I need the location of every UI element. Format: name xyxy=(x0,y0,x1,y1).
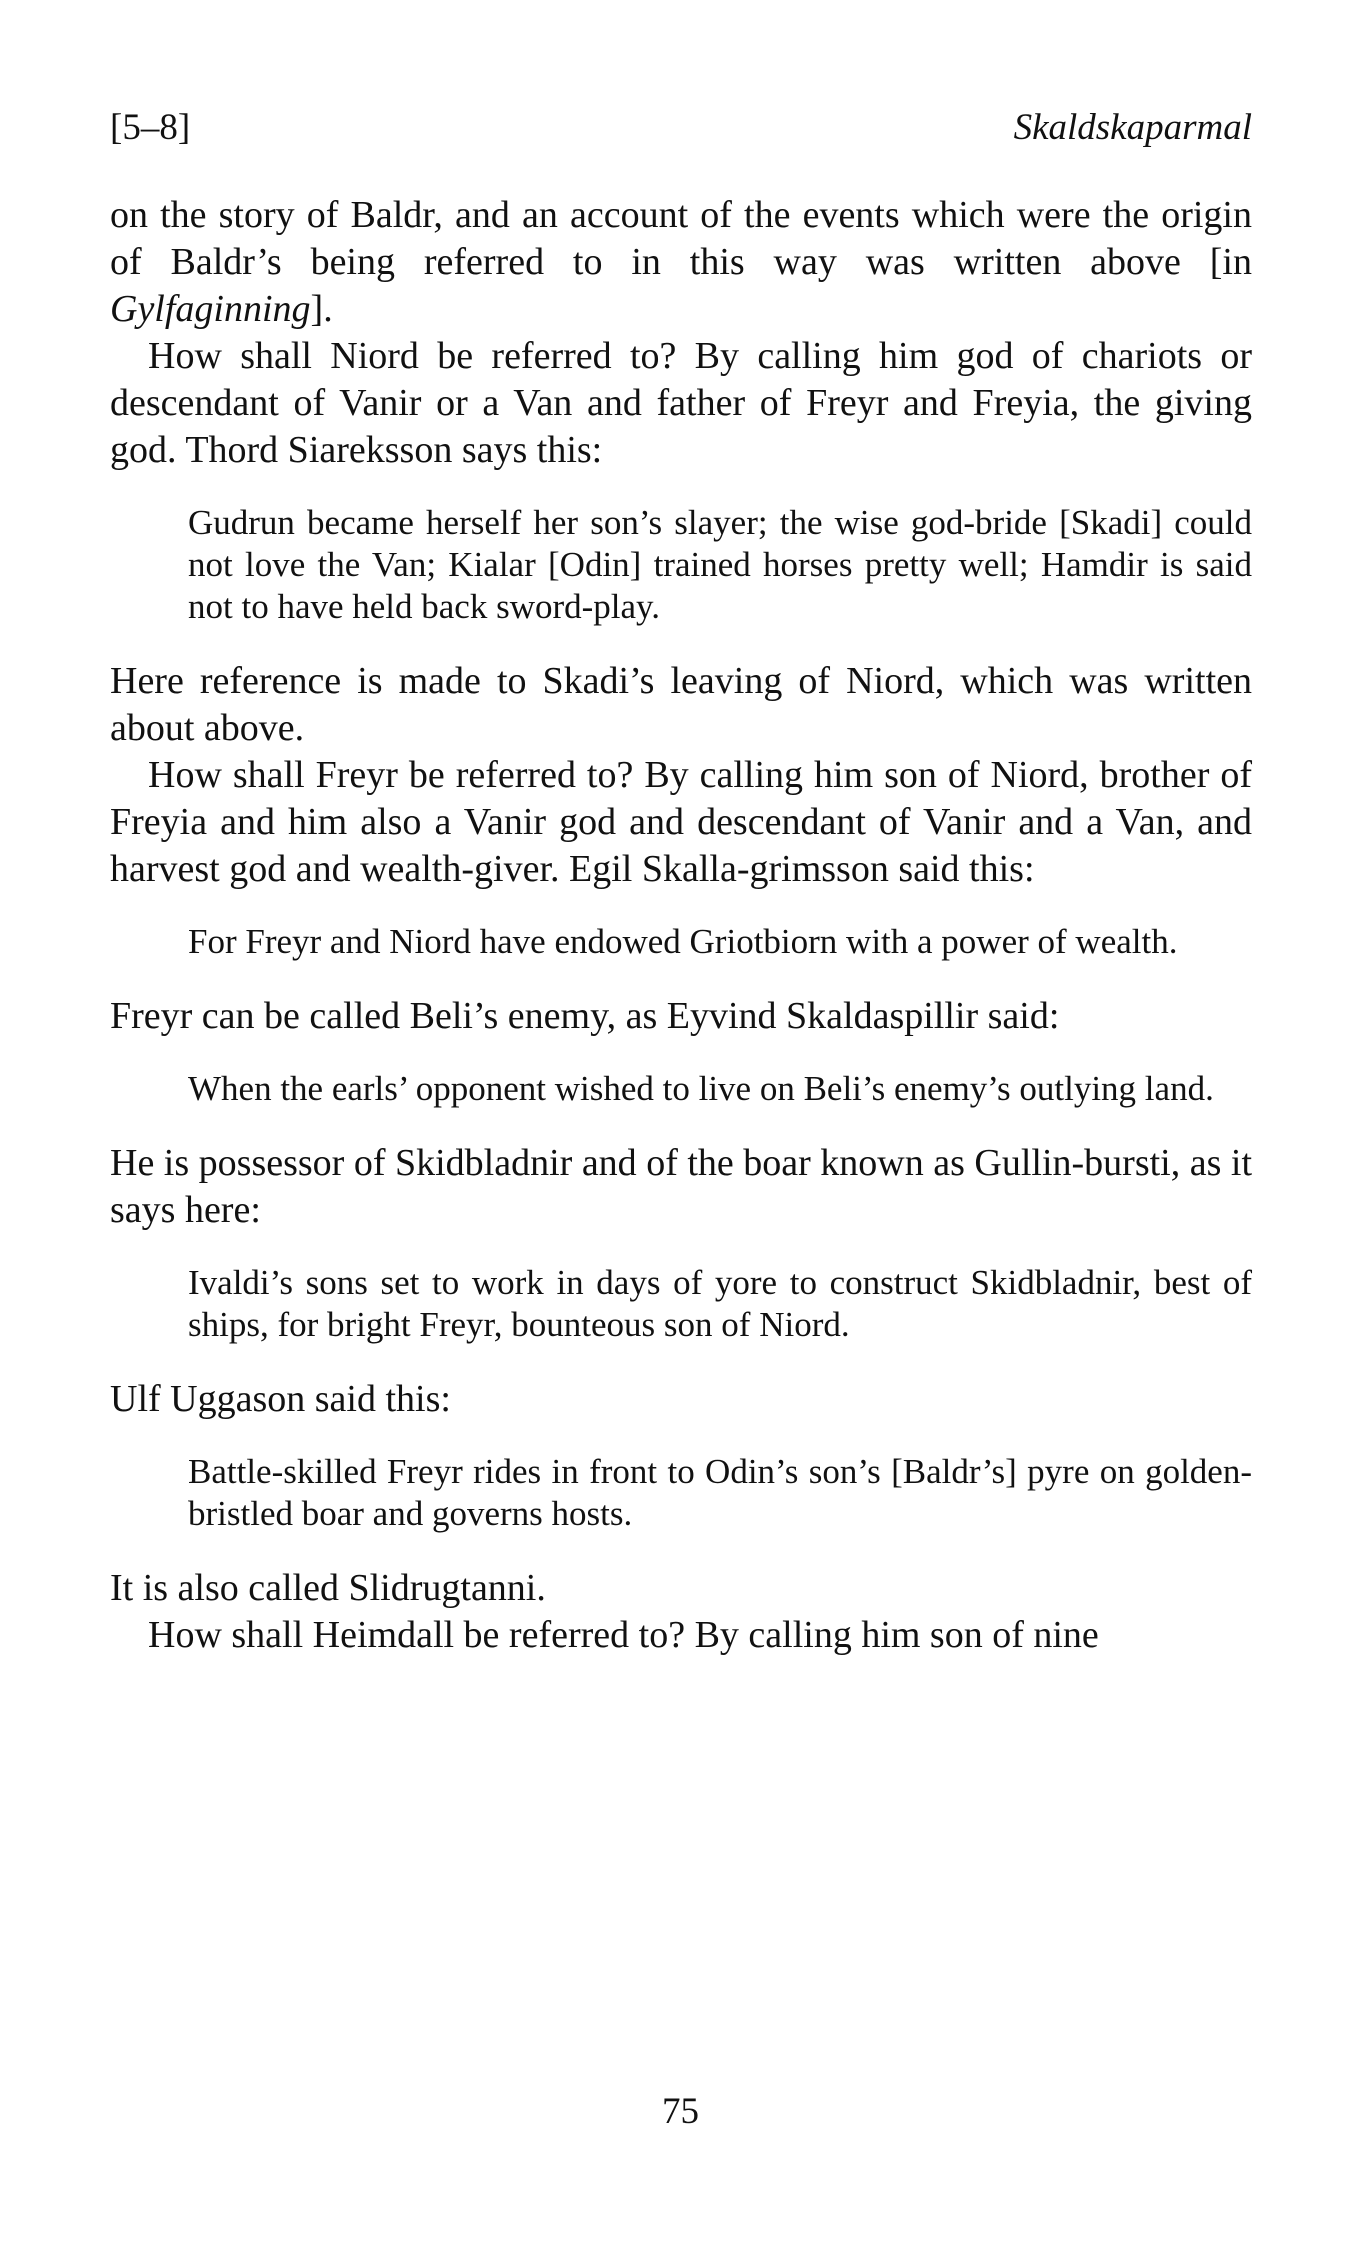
paragraph-5: Freyr can be called Beli’s enemy, as Eyvind Skaldaspillir said: xyxy=(110,995,1060,1037)
paragraph-3: Here reference is made to Skadi’s leaving of Niord, which was written about above. xyxy=(110,660,1252,749)
book-title: Skaldskaparmal xyxy=(1013,107,1252,148)
verse-quote-3: When the earls’ opponent wished to live on Beli’s enemy’s outlying land. xyxy=(188,1069,1214,1108)
paragraph-9: How shall Heimdall be referred to? By calling him son of nine xyxy=(148,1614,1099,1656)
book-page xyxy=(110,100,1252,1659)
body-text xyxy=(110,192,1252,1659)
paragraph-7: Ulf Uggason said this: xyxy=(110,1378,451,1420)
paragraph-1-text: on the story of Baldr, and an account of the events which were the origin of Baldr’s being referred to in this way was written above [in xyxy=(110,194,1252,283)
running-head xyxy=(110,100,1252,160)
paragraph-6: He is possessor of Skidbladnir and of the boar known as Gullin-bursti, as it says here: xyxy=(110,1142,1252,1231)
paragraph-4: How shall Freyr be referred to? By calling him son of Niord, brother of Freyia and him also a Vanir god and descendant of Vanir and a Van, and harvest god and wealth-giver. Egil Skalla-grimsson said this: xyxy=(110,754,1252,890)
verse-quote-2: For Freyr and Niord have endowed Griotbiorn with a power of wealth. xyxy=(188,922,1178,961)
verse-quote-1: Gudrun became herself her son’s slayer; the wise god-bride [Skadi] could not love the Van; Kialar [Odin] trained horses pretty well; Hamdir is said not to have held back sword-play. xyxy=(188,503,1252,626)
verse-quote-5: Battle-skilled Freyr rides in front to Odin’s son’s [Baldr’s] pyre on golden-bristled boar and governs hosts. xyxy=(188,1452,1252,1533)
paragraph-8: It is also called Slidrugtanni. xyxy=(110,1567,546,1609)
page-number: 75 xyxy=(662,2091,699,2132)
verse-quote-4: Ivaldi’s sons set to work in days of yore to construct Skidbladnir, best of ships, for bright Freyr, bounteous son of Niord. xyxy=(188,1263,1252,1344)
paragraph-1-end: ]. xyxy=(310,288,333,330)
gylfaginning-title: Gylfaginning xyxy=(110,288,311,330)
paragraph-1 xyxy=(110,192,1252,333)
paragraph-2: How shall Niord be referred to? By calling him god of chariots or descendant of Vanir or a Van and father of Freyr and Freyia, the giving god. Thord Siareksson says this: xyxy=(110,335,1252,471)
page-range: [5–8] xyxy=(110,107,191,148)
